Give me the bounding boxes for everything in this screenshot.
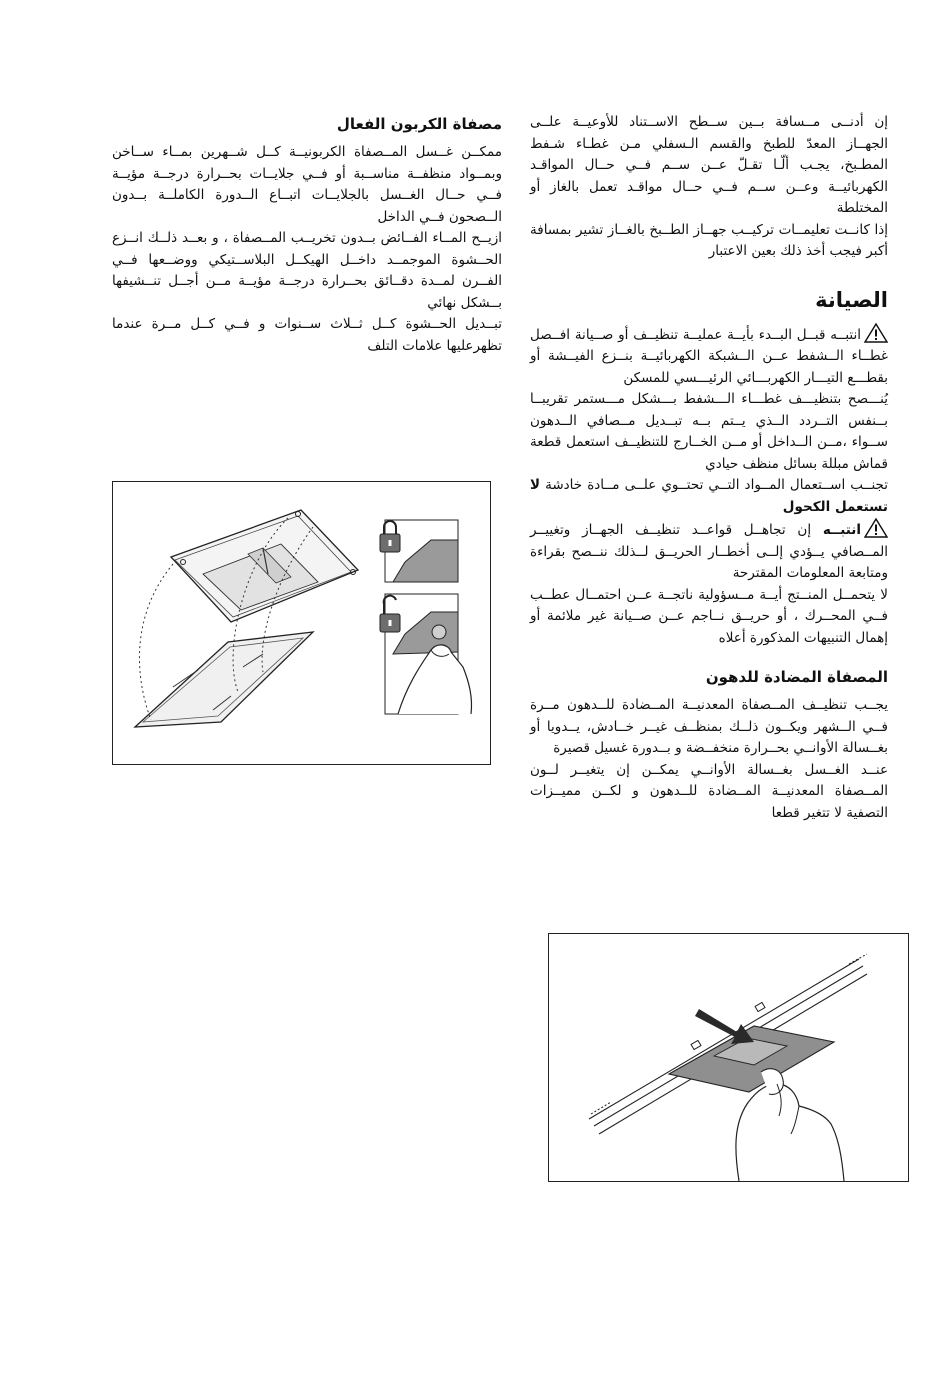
maintenance-title: الصيانة <box>815 287 888 312</box>
maintenance-paragraph-3-text: تجنــب اســتعمال المــواد التــي تحتــوي علــى مــادة خادشة <box>545 477 888 493</box>
carbon-filter-illustration <box>112 481 491 765</box>
warning-triangle-icon <box>864 323 888 343</box>
carbon-filter-drawing <box>113 482 490 764</box>
grease-filter-paragraph-2: عنــد الغــسل بغــسالة الأوانــي يمكــن إن يتغيــر لــون المــصفاة المعدنيــة المــضادة للــدهون و لكــن مميــزات التصفية لا تتغير قطعا <box>530 761 888 821</box>
maintenance-warning-1 <box>530 323 888 390</box>
grease-filter-drawing <box>549 934 908 1181</box>
grease-filter-paragraph-1: يجــب تنظيــف المــصفاة المعدنيــة المــضادة للــدهون مــرة فــي الــشهر ويكــون ذلــك بمنظــف غيــر خــادش، يــدويا أو بغــسالة الأوانــي بحــرارة منخفــضة و بــدورة غسيل قصيرة <box>530 697 888 756</box>
carbon-filter-title: مصفاة الكربون الفعال <box>336 115 502 133</box>
maintenance-paragraph-2: يُنـــصح بتنظيـــف غطـــاء الـــشفط بـــشكل مـــستمر تقريبــا بــنفس التــردد الــذي يــتم بــه تبــديل مــصافي الــدهون ســواء ،مــن الــداخل أو مــن الخــارج للتنظيــف استعمل قطعة قماش مبللة بسائل منظف حيادي <box>530 391 888 472</box>
grease-filter-title: المصفاة المضادة للدهون <box>705 668 888 686</box>
maintenance-warning-2 <box>530 518 888 585</box>
maintenance-warning-2-label: انتبــه <box>822 522 861 538</box>
grease-filter-illustration <box>548 933 909 1182</box>
intro-paragraph-1: إن أدنــى مــسافة بــين ســطح الاســتناد للأوعيــة علــى الجهــاز المعدّ للطبخ والقسم الـسفلي مـن غطـاء شـفط المطـبخ، يجـب ألّـا تقـلّ عــن ســم فــي حــال المواقـد الكهربائيــة وعــن ســم فــي حــال مواقـد تعمل بالغاز أو المختلطة <box>530 114 888 216</box>
right-column <box>530 112 888 824</box>
no-alcohol-note: لا تستعمل الكحول <box>530 477 888 515</box>
carbon-filter-paragraph-3: تبــديل الحــشوة كــل ثــلاث ســنوات و فــي كــل مــرة عندما تظهرعليها علامات التلف <box>112 316 502 354</box>
maintenance-paragraph-3 <box>530 475 888 518</box>
carbon-filter-paragraph-2: ازيــح المــاء الفــائض بــدون تخريــب المــصفاة ، و بعــد ذلــك انــزع الحــشوة الموجمــد داخــل الهيكــل البلاســتيكي ووضــعها فــي الفــرن لمــدة دقــائق بحــرارة درجــة مؤيــة مــن أجــل تنــشيفها بــشكل نهائي <box>112 230 502 311</box>
padlock-closed-icon <box>380 520 458 582</box>
warning-triangle-icon <box>864 518 888 538</box>
padlock-open-icon <box>380 594 472 714</box>
maintenance-paragraph-5: لا يتحمــل المنــتج أيــة مــسؤولية ناتجــة عــن احتمــال عطــب فــي المحــرك ، أو حريــق نــاجم عــن صــيانة غير ملائمة أو إهمال التنبيهات المذكورة أعلاه <box>530 586 888 646</box>
maintenance-warning-2-text: إن تجاهــل قواعــد تنظيــف الجهــاز وتغييــر المــصافي يــؤدي إلــى أخطــار الحريــق لــذلك ننــصح بقراءة ومتابعة المعلومات المقترحة <box>530 522 888 581</box>
left-column <box>112 112 502 357</box>
intro-paragraph-2: إذا كانــت تعليمــات تركيــب جهــاز الطــبخ بالغــاز تشير بمسافة أكبر فيجب أخذ ذلك بعين الاعتبار <box>530 221 888 259</box>
maintenance-warning-1-text: انتبــه قبــل البــدء بأيــة عمليــة تنظيــف أو صــيانة افــصل غطــاء الــشفط عــن الــشبكة الكهربائيــة بنــزع الفيــشة أو بقطـــع التيـــار الكهربـــائي الرئيـــسي للمسكن <box>530 326 888 386</box>
carbon-filter-paragraph-1: ممكــن غــسل المــصفاة الكربونيــة كــل شــهرين بمــاء ســاخن وبمــواد منظفــة مناســبة أو فــي جلايــات بحــرارة درجــة مؤيــة فــي حــال الغــسل بالجلايــات اتبــاع الــدورة الكاملــة بــدون الــصحون فــي الداخل <box>112 144 502 225</box>
